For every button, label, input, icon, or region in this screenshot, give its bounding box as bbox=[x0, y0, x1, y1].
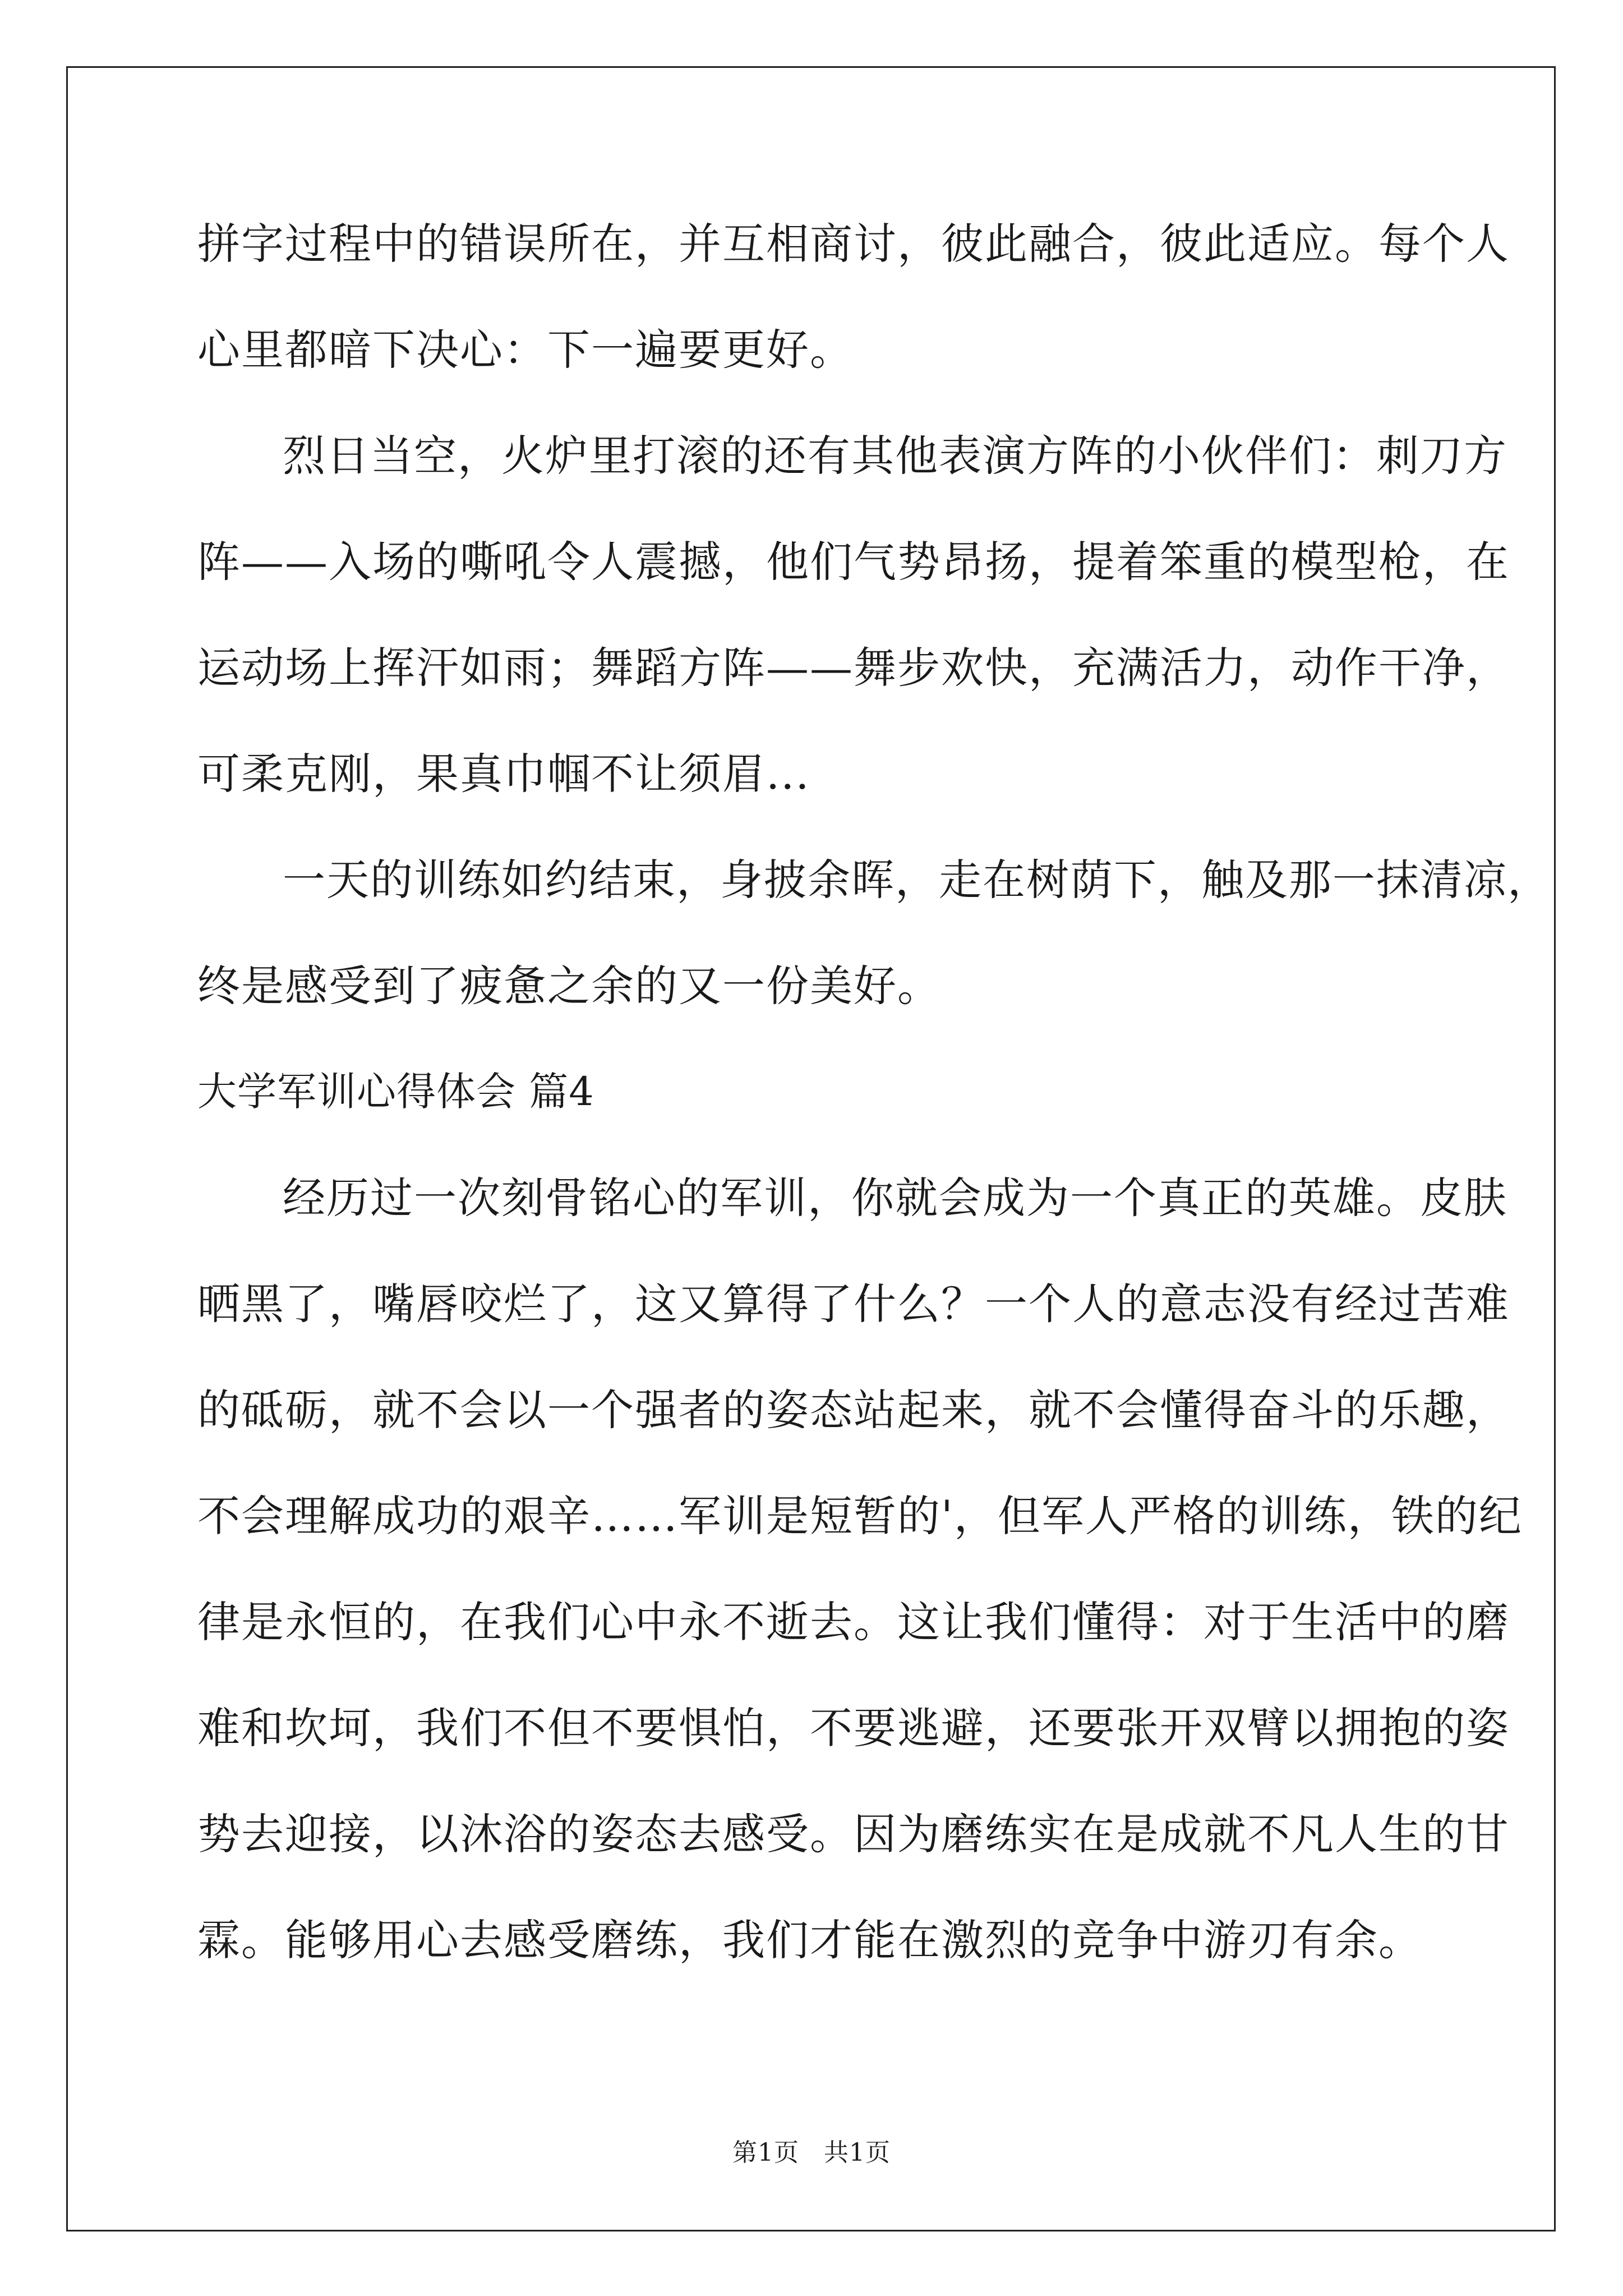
document-body bbox=[197, 191, 1551, 1993]
section-heading: 大学军训心得体会 篇4 bbox=[197, 1069, 594, 1115]
page-total: 共1页 bbox=[824, 2138, 891, 2167]
paragraph bbox=[197, 403, 1510, 827]
text-line: 难和坎坷，我们不但不要惧怕，不要逃避，还要张开双臂以拥抱的姿 bbox=[197, 1703, 1510, 1753]
page-footer bbox=[0, 2136, 1623, 2170]
page-number: 第1页 bbox=[732, 2138, 799, 2167]
paragraph bbox=[197, 827, 1551, 1039]
text-line: 不会理解成功的艰辛……军训是短暂的'，但军人严格的训练，铁的纪 bbox=[197, 1491, 1523, 1541]
text-line: 经历过一次刻骨铭心的军训，你就会成为一个真正的英雄。皮肤 bbox=[283, 1173, 1507, 1223]
text-line: 拼字过程中的错误所在，并互相商讨，彼此融合，彼此适应。每个人 bbox=[197, 219, 1510, 269]
paragraph bbox=[197, 191, 1510, 403]
text-line: 烈日当空，火炉里打滚的还有其他表演方阵的小伙伴们：刺刀方 bbox=[283, 431, 1507, 481]
text-line: 终是感受到了疲惫之余的又一份美好。 bbox=[197, 961, 941, 1011]
text-line: 晒黑了，嘴唇咬烂了，这又算得了什么？一个人的意志没有经过苦难 bbox=[197, 1279, 1510, 1329]
text-line: 的砥砺，就不会以一个强者的姿态站起来，就不会懂得奋斗的乐趣， bbox=[197, 1385, 1510, 1435]
text-line: 一天的训练如约结束，身披余晖，走在树荫下，触及那一抹清凉， bbox=[283, 855, 1551, 905]
text-line: 势去迎接，以沐浴的姿态去感受。因为磨练实在是成就不凡人生的甘 bbox=[197, 1809, 1510, 1859]
text-line: 运动场上挥汗如雨；舞蹈方阵——舞步欢快，充满活力，动作干净， bbox=[197, 643, 1510, 693]
text-line: 阵——入场的嘶吼令人震撼，他们气势昂扬，提着笨重的模型枪，在 bbox=[197, 537, 1510, 587]
text-line: 可柔克刚，果真巾帼不让须眉... bbox=[197, 749, 810, 799]
text-line: 霖。能够用心去感受磨练，我们才能在激烈的竞争中游刃有余。 bbox=[197, 1915, 1422, 1965]
text-line: 律是永恒的，在我们心中永不逝去。这让我们懂得：对于生活中的磨 bbox=[197, 1597, 1510, 1647]
paragraph bbox=[197, 1145, 1523, 1993]
text-line: 心里都暗下决心：下一遍要更好。 bbox=[197, 325, 854, 375]
